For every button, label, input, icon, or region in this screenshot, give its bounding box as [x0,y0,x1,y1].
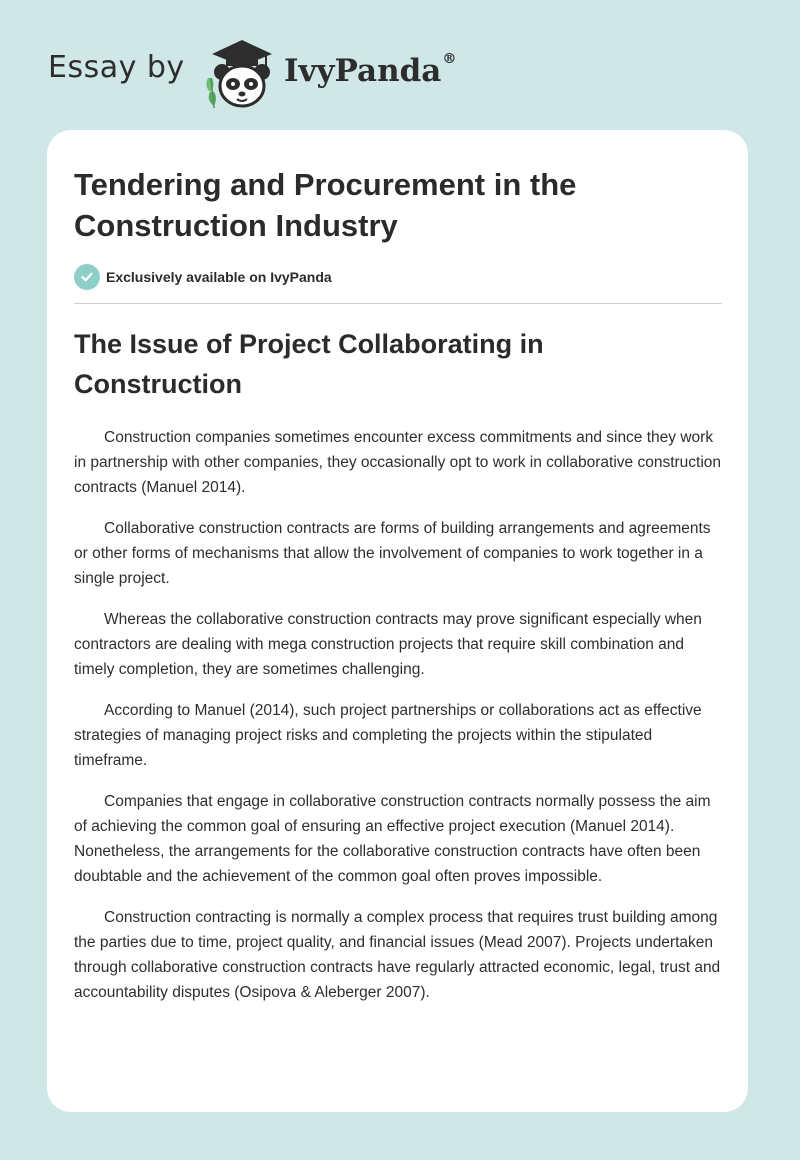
panda-graduate-icon[interactable] [202,34,274,110]
brand-name[interactable] [284,53,456,89]
paragraph: Companies that engage in collaborative construction contracts normally possess the aim of achieving the common goal of ensuring an effective project execution (Manuel 2014). Nonetheless, the arrangements for the collaborative construction contracts have often been doubtable and the achievement of the common goal often proves impossible. [74,793,711,885]
paragraph: Collaborative construction contracts are forms of building arrangements and agreements or other forms of mechanisms that allow the involvement of companies to work together in a single project. [74,520,711,587]
section-heading: The Issue of Project Collaborating in Construction [74,329,544,399]
paragraph: Construction companies sometimes encounter excess commitments and since they work in partnership with other companies, they occasionally opt to work in collaborative construction contracts (Manuel 2014). [74,429,722,496]
registered-mark: ® [442,51,457,67]
paragraph: According to Manuel (2014), such project partnerships or collaborations act as effective strategies of managing project risks and completing the projects within the stipulated timeframe. [74,702,702,769]
check-circle-icon [74,264,100,290]
divider [74,303,722,304]
exclusive-label: Exclusively available on IvyPanda [106,269,332,285]
site-header [0,0,800,130]
paragraph: Construction contracting is normally a complex process that requires trust building among the parties due to time, project quality, and financial issues (Mead 2007). Projects undertaken through collaborative construction contracts have regularly attracted economic, legal, trust and accountability disputes (Osipova & Aleberger 2007). [74,909,721,1001]
essay-card [47,130,748,1112]
brand-text: IvyPanda [284,53,442,89]
essay-body [74,425,726,1021]
exclusive-badge [74,263,332,291]
essay-title: Tendering and Procurement in the Construction Industry [74,167,577,243]
paragraph: Whereas the collaborative construction contracts may prove significant especially when contractors are dealing with mega construction projects that require skill combination and timely completion, they are sometimes challenging. [74,611,702,678]
essay-by-label: Essay by [48,50,185,85]
